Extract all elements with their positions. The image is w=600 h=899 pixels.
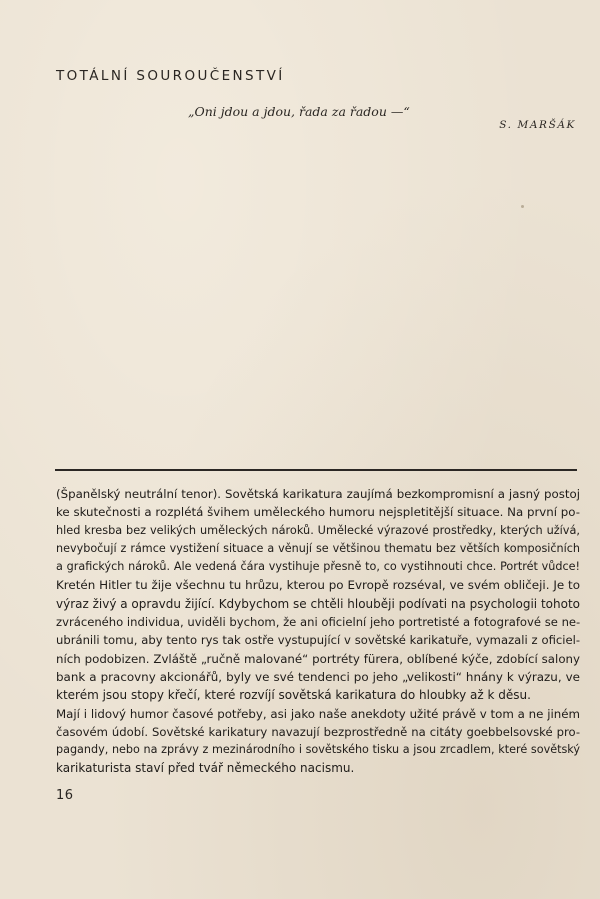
text-line: nevybočují z rámce vystižení situace a věnují se většinou thematu bez větších komposičních: [56, 541, 580, 555]
text-line: karikaturista staví před tvář německého nacismu.: [56, 761, 355, 776]
body-text: [56, 485, 580, 778]
text-line: časovém údobí. Sovětské karikatury navazují bezprostředně na citáty goebbelsovské pro-: [56, 724, 580, 739]
epigraph-author: S. MARŠÁK: [499, 119, 576, 131]
text-line: ke skutečnosti a rozplétá švihem uměleckého humoru nejspletitější situace. Na první po-: [56, 505, 580, 520]
text-line: ních podobizen. Zvláště „ručně malované“ portréty fürera, oblíbené kýče, zdobící salony: [56, 651, 580, 666]
text-line: (Španělský neutrální tenor). Sovětská karikatura zaujímá bezkompromisní a jasný postoj: [56, 487, 580, 501]
text-line: bank a pracovny akcionářů, byly ve své tendenci po jeho „velikosti“ hnány k výrazu, ve: [56, 669, 580, 684]
text-line: zvráceného individua, uviděli bychom, že ani oficielní jeho portretisté a fotografové se ne-: [56, 615, 580, 630]
chapter-title: TOTÁLNÍ SOUROUČENSTVÍ: [56, 68, 285, 84]
text-line: pagandy, nebo na zprávy z mezinárodního i sovětského tisku a jsou zrcadlem, které sovětský: [56, 743, 580, 757]
text-line: a grafických nároků. Ale vedená čára vystihuje přesně to, co vystihnouti chce. Portrét vůdce!: [56, 560, 580, 574]
text-line: výraz živý a opravdu žijící. Kdybychom se chtěli hlouběji podívati na psychologii tohoto: [56, 596, 580, 611]
horizontal-rule: [55, 469, 577, 471]
epigraph-quote: „Oni jdou a jdou, řada za řadou —“: [188, 104, 410, 119]
text-line: kterém jsou stopy křečí, které rozvíjí sovětská karikatura do hloubky až k děsu.: [56, 688, 531, 703]
text-line: ubránili tomu, aby tento rys tak ostře vystupující v sovětské karikatuře, vymazali z oficiel-: [56, 633, 580, 648]
text-line: hled kresba bez velikých uměleckých nároků. Umělecké výrazové prostředky, kterých užívá,: [56, 523, 580, 537]
text-line: Mají i lidový humor časové potřeby, asi jako naše anekdoty užité právě v tom a ne jiném: [56, 706, 580, 721]
page-number: 16: [56, 788, 74, 803]
text-line: Kretén Hitler tu žije všechnu tu hrůzu, kterou po Evropě rozséval, ve svém obličeji. Je to: [56, 578, 580, 593]
paper-speck: [521, 205, 524, 208]
